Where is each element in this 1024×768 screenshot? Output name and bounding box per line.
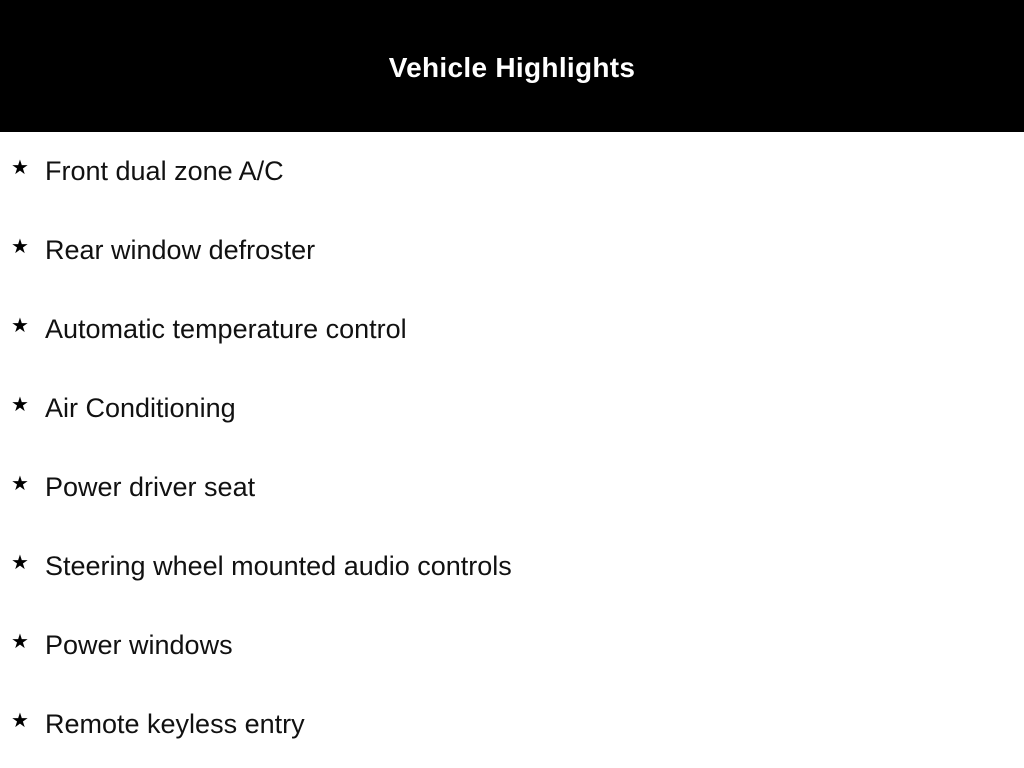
list-item	[0, 527, 1024, 606]
header-bar	[0, 0, 1024, 132]
highlight-label: Steering wheel mounted audio controls	[45, 551, 512, 581]
list-item	[0, 369, 1024, 448]
star-icon: ★	[11, 473, 29, 495]
list-item	[0, 211, 1024, 290]
highlight-label: Power driver seat	[45, 472, 256, 502]
highlight-label: Power windows	[45, 630, 233, 660]
highlights-list	[0, 132, 1024, 764]
star-icon: ★	[11, 315, 29, 337]
highlight-label: Air Conditioning	[45, 393, 236, 423]
list-item	[0, 606, 1024, 685]
star-icon: ★	[11, 236, 29, 258]
list-item	[0, 448, 1024, 527]
star-icon: ★	[11, 552, 29, 574]
highlight-label: Rear window defroster	[45, 235, 316, 265]
list-item	[0, 685, 1024, 764]
page-title: Vehicle Highlights	[388, 52, 636, 83]
list-item	[0, 290, 1024, 369]
list-item	[0, 132, 1024, 211]
star-icon: ★	[11, 157, 29, 179]
star-icon: ★	[11, 631, 29, 653]
star-icon: ★	[11, 710, 29, 732]
highlight-label: Front dual zone A/C	[45, 156, 284, 186]
star-icon: ★	[11, 394, 29, 416]
highlight-label: Remote keyless entry	[45, 709, 305, 739]
highlight-label: Automatic temperature control	[45, 314, 407, 344]
